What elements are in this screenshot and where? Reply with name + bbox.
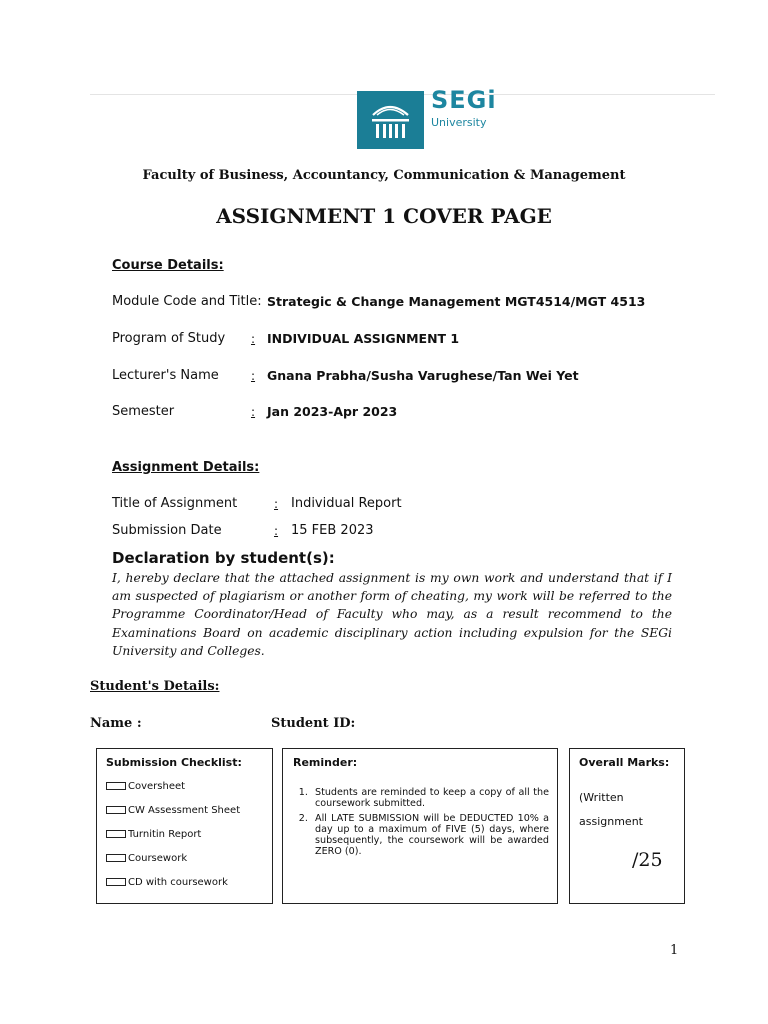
- lecturer-value: Gnana Prabha/Susha Varughese/Tan Wei Yet: [267, 368, 579, 383]
- submission-date-value: 15 FEB 2023: [291, 523, 374, 538]
- marks-score: /25: [632, 849, 663, 871]
- lecturer-colon: :: [251, 369, 256, 383]
- checkbox-icon[interactable]: [106, 878, 126, 886]
- checklist-heading: Submission Checklist:: [106, 756, 242, 769]
- page-number: 1: [670, 943, 679, 958]
- assignment-title-colon: :: [274, 497, 279, 511]
- overall-marks-heading: Overall Marks:: [579, 756, 670, 769]
- checkbox-icon[interactable]: [106, 782, 126, 790]
- reminder-list: [287, 787, 549, 861]
- logo-name: SEGi: [431, 86, 497, 114]
- program-label: Program of Study: [112, 331, 226, 346]
- semester-label: Semester: [112, 404, 175, 419]
- student-details-heading: Student's Details:: [90, 679, 220, 694]
- checklist-item[interactable]: Coversheet: [106, 779, 240, 793]
- declaration-heading: Declaration by student(s):: [112, 549, 335, 567]
- reminder-heading: Reminder:: [293, 756, 358, 769]
- university-logo-icon: [357, 91, 424, 149]
- checklist-item[interactable]: CW Assessment Sheet: [106, 803, 240, 817]
- assignment-title-label: Title of Assignment: [112, 496, 238, 511]
- checklist-item[interactable]: Coursework: [106, 851, 240, 865]
- semester-colon: :: [251, 405, 256, 419]
- marks-note-line2: assignment: [579, 815, 643, 828]
- assignment-details-heading: Assignment Details:: [112, 460, 260, 475]
- student-name-label: Name :: [90, 716, 142, 731]
- module-label: Module Code and Title:: [112, 294, 262, 309]
- submission-date-label: Submission Date: [112, 523, 222, 538]
- logo-subtitle: University: [431, 116, 487, 129]
- checklist-item[interactable]: CD with coursework: [106, 875, 240, 889]
- reminder-item: 2. All LATE SUBMISSION will be DEDUCTED 10% a day up to a maximum of FIVE (5) days, where subsequently, the coursework will be awarded ZERO (0).: [311, 813, 549, 857]
- checkbox-icon[interactable]: [106, 806, 126, 814]
- checkbox-icon[interactable]: [106, 854, 126, 862]
- declaration-text: I, hereby declare that the attached assignment is my own work and understand that if I am suspected of plagiarism or another form of cheating, my work will be referred to the Programme Coordinator/Head of Faculty who may, as a result recommend to the Examinations Board on academic disciplinary action including expulsion for the SEGi University and Colleges.: [112, 571, 672, 658]
- overall-marks-box: [569, 748, 685, 904]
- program-colon: :: [251, 332, 256, 346]
- assignment-title-value: Individual Report: [291, 496, 402, 511]
- checklist-item[interactable]: Turnitin Report: [106, 827, 240, 841]
- student-id-label: Student ID:: [271, 716, 356, 731]
- marks-note-line1: (Written: [579, 791, 624, 804]
- submission-date-colon: :: [274, 524, 279, 538]
- course-details-heading: Course Details:: [112, 258, 224, 273]
- semester-value: Jan 2023-Apr 2023: [267, 404, 398, 419]
- checkbox-icon[interactable]: [106, 830, 126, 838]
- program-value: INDIVIDUAL ASSIGNMENT 1: [267, 331, 460, 346]
- lecturer-label: Lecturer's Name: [112, 368, 219, 383]
- module-value: Strategic & Change Management MGT4514/MGT 4513: [267, 294, 646, 309]
- reminder-box: [282, 748, 558, 904]
- faculty-name: Faculty of Business, Accountancy, Communication & Management: [142, 168, 626, 183]
- reminder-item: 1. Students are reminded to keep a copy of all the coursework submitted.: [311, 787, 549, 809]
- submission-checklist-box: [96, 748, 273, 904]
- page-title: ASSIGNMENT 1 COVER PAGE: [216, 204, 552, 228]
